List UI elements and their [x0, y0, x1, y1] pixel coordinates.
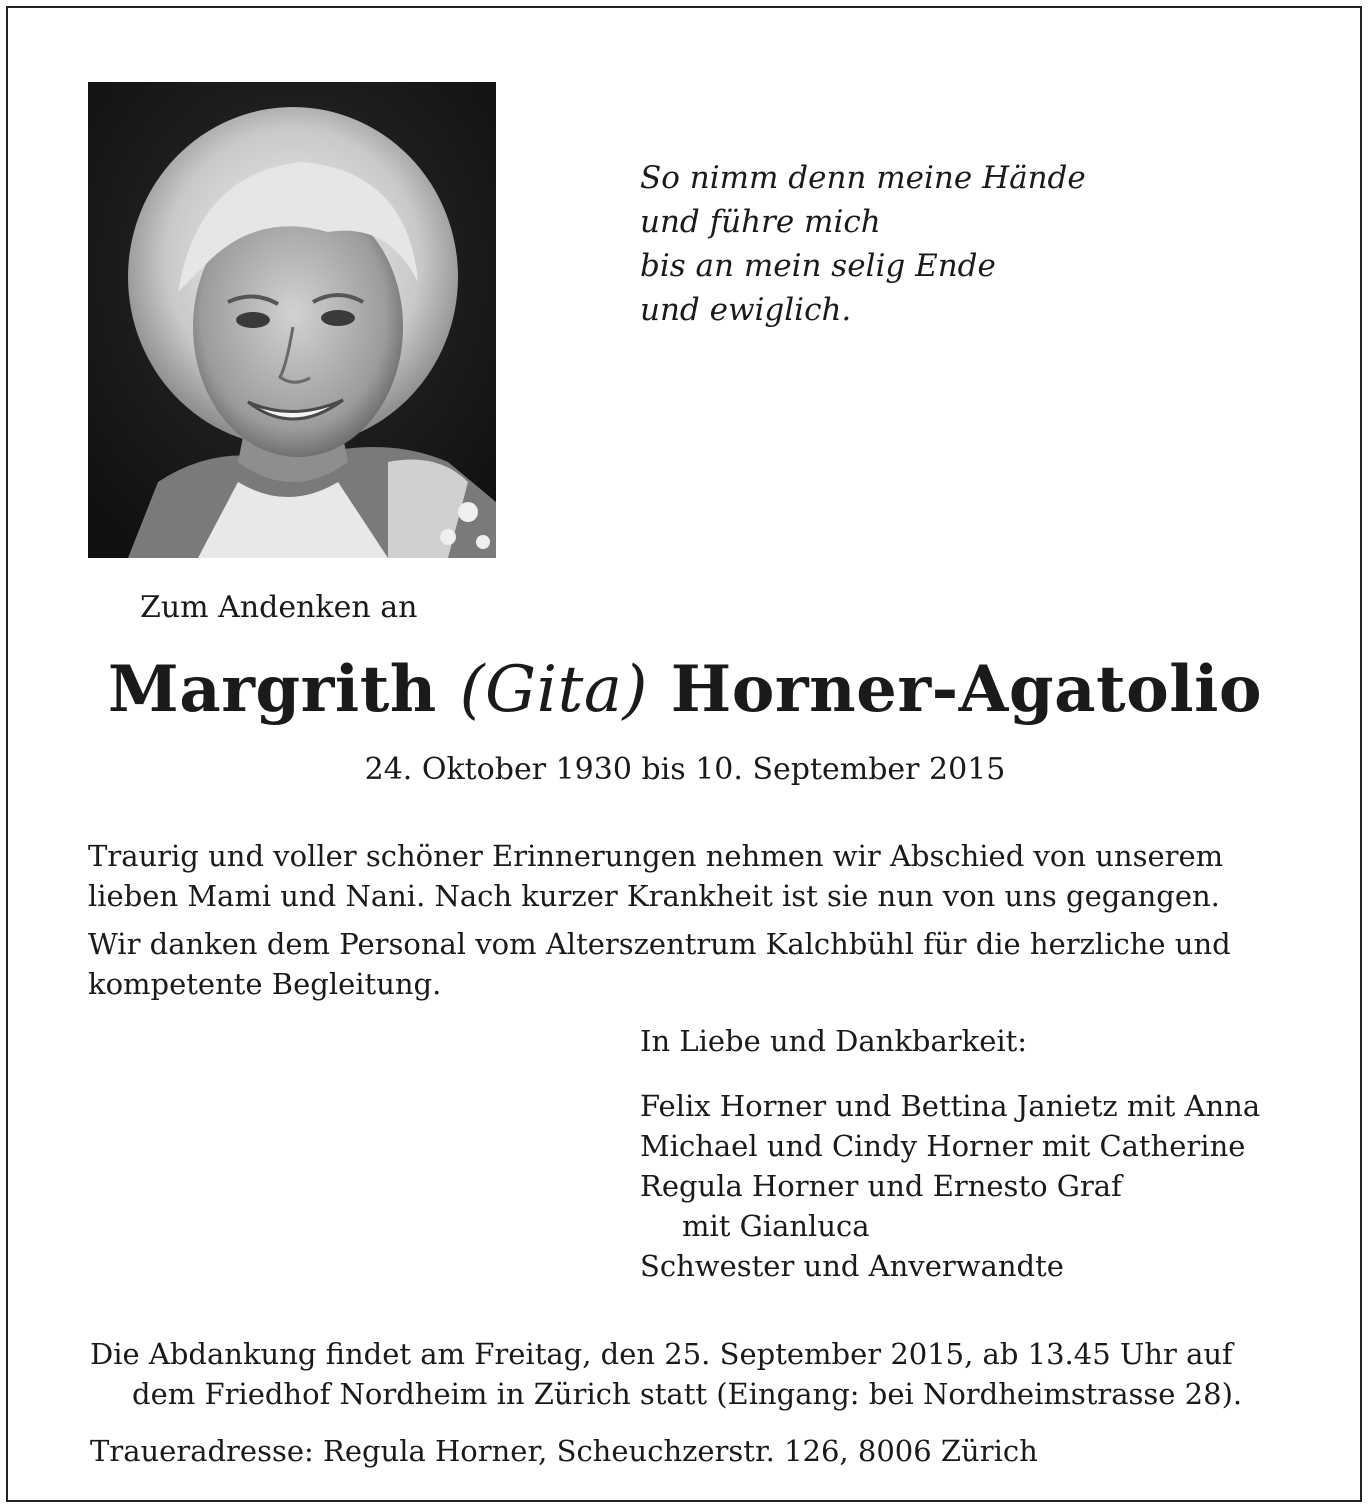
closing-text: In Liebe und Dankbarkeit: — [640, 1024, 1028, 1058]
signatories — [640, 1086, 1260, 1286]
farewell-paragraph — [88, 836, 1223, 916]
ceremony-info — [90, 1334, 1242, 1414]
verse-line: und ewiglich. — [640, 292, 852, 328]
intro-text: Zum Andenken an — [140, 590, 418, 625]
mourning-address: Traueradresse: Regula Horner, Scheuchzerstr. 126, 8006 Zürich — [90, 1434, 1038, 1468]
verse-line: und führe mich — [640, 204, 881, 240]
signatory: Michael und Cindy Horner mit Catherine — [640, 1129, 1246, 1163]
paragraph-line: lieben Mami und Nani. Nach kurzer Krankheit ist sie nun von uns gegangen. — [88, 879, 1220, 913]
signatory: Regula Horner und Ernesto Graf — [640, 1169, 1122, 1203]
thanks-paragraph — [88, 924, 1231, 1004]
paragraph-line: kompetente Begleitung. — [88, 967, 442, 1001]
paragraph-line: Traurig und voller schöner Erinnerungen nehmen wir Abschied von unserem — [88, 839, 1224, 873]
verse — [640, 156, 1086, 332]
signatory: Felix Horner und Bettina Janietz mit Anna — [640, 1089, 1261, 1123]
nickname: (Gita) — [459, 653, 648, 727]
ceremony-line: dem Friedhof Nordheim in Zürich statt (Eingang: bei Nordheimstrasse 28). — [132, 1377, 1243, 1411]
deceased-name — [0, 652, 1370, 727]
paragraph-line: Wir danken dem Personal vom Alterszentrum Kalchbühl für die herzliche und — [88, 927, 1231, 961]
first-name: Margrith — [107, 652, 437, 727]
verse-line: bis an mein selig Ende — [640, 248, 996, 284]
last-name: Horner-Agatolio — [670, 652, 1263, 727]
signatory: mit Gianluca — [682, 1209, 870, 1243]
portrait-photo — [88, 82, 496, 558]
verse-line: So nimm denn meine Hände — [640, 160, 1086, 196]
ceremony-line: Die Abdankung findet am Freitag, den 25. September 2015, ab 13.45 Uhr auf — [90, 1337, 1233, 1371]
signatory: Schwester und Anverwandte — [640, 1249, 1064, 1283]
life-dates: 24. Oktober 1930 bis 10. September 2015 — [364, 752, 1006, 787]
